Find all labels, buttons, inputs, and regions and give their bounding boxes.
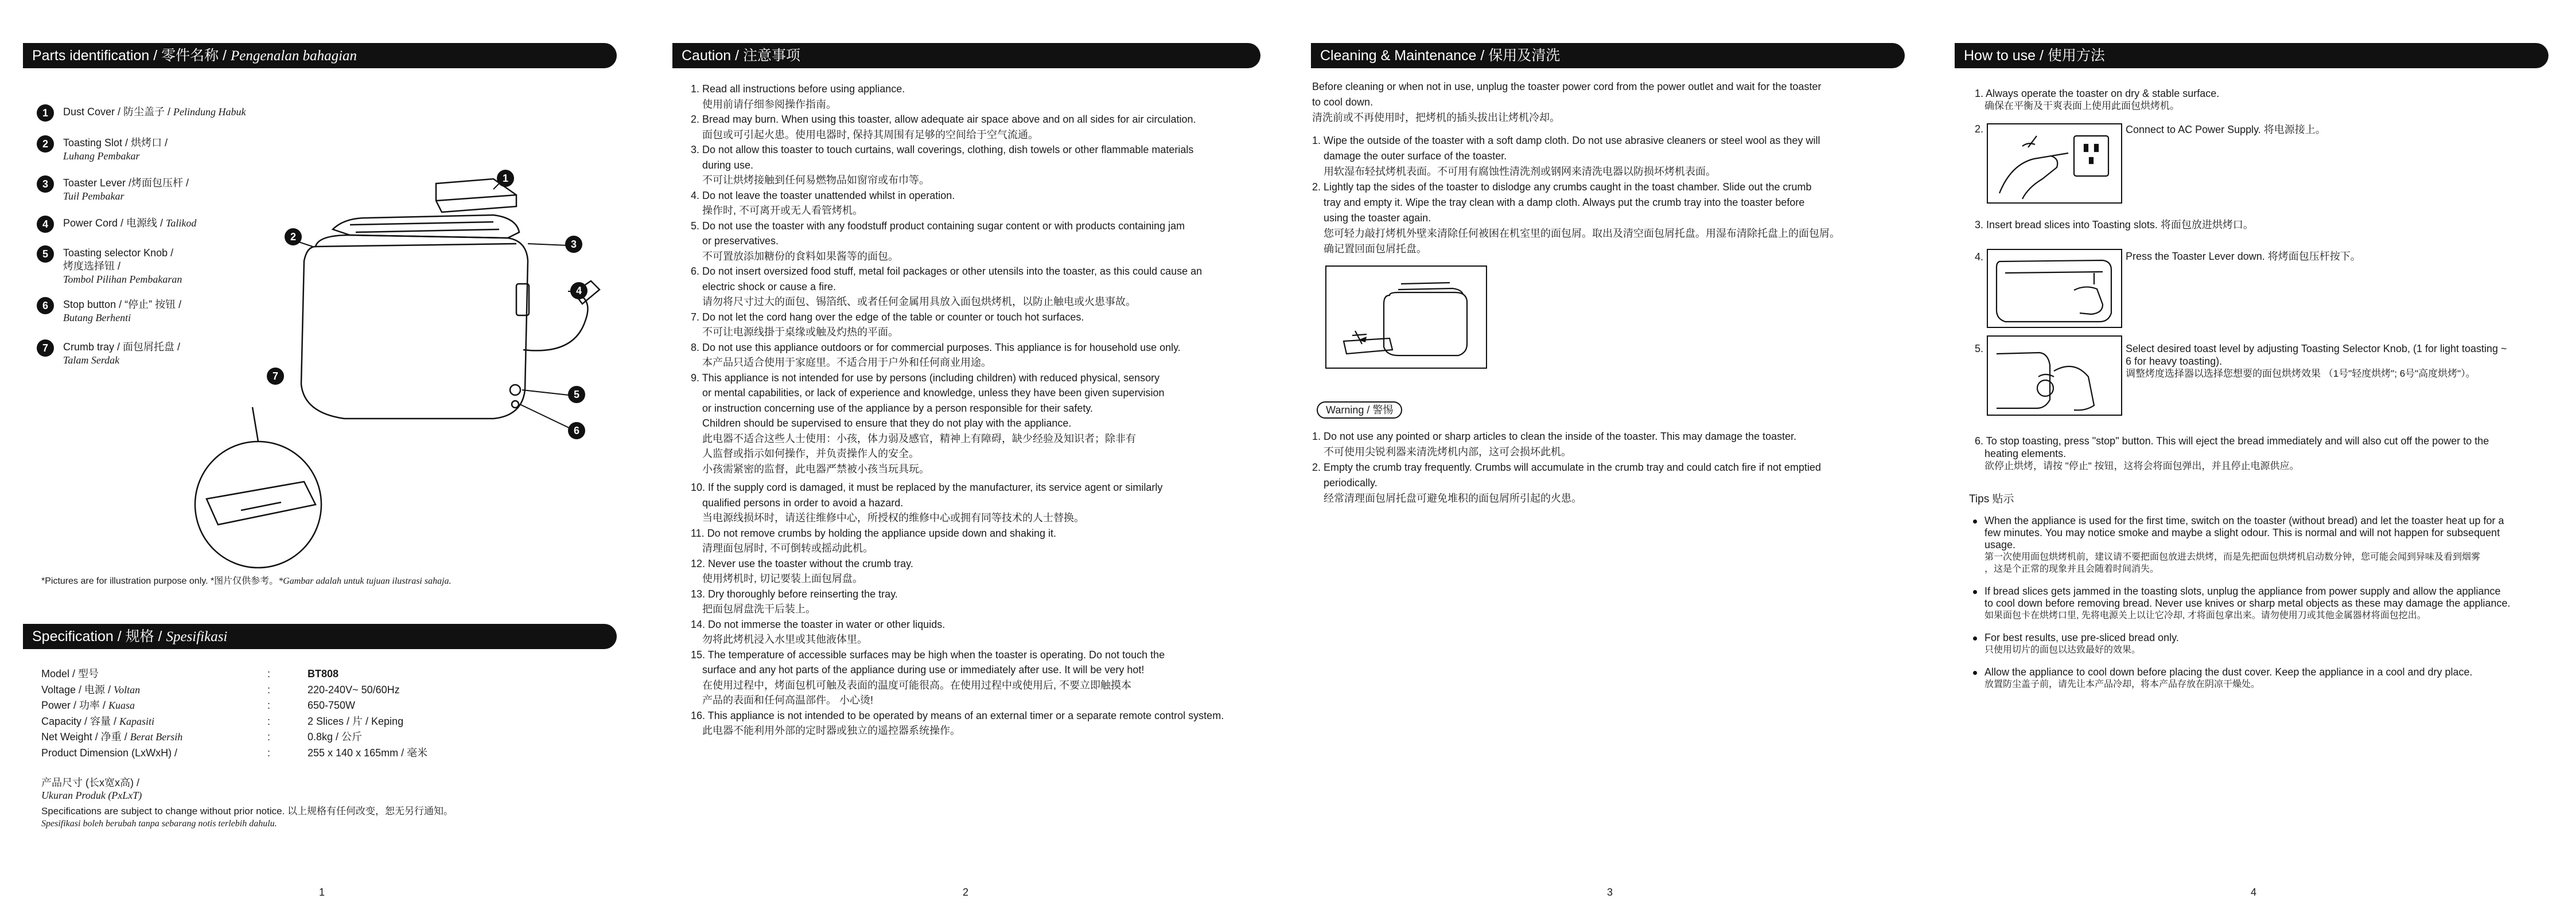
spec-value: 0.8kg / 公斤 [308, 731, 363, 743]
part-item [63, 298, 181, 325]
caution-item [691, 617, 1276, 647]
cleaning-step-line: tray and empty it. Wipe the tray clean with a damp cloth. Always put the crumb tray into the toaster before [1324, 197, 1805, 208]
spec-label-italic: Berat Bersih [130, 731, 183, 743]
step4-number: 4. [1975, 251, 1984, 263]
caution-text: 6. Do not insert oversized food stuff, metal foil packages or other utensils into the toaster, as this could cause an [691, 265, 1203, 277]
spec-colon: : [267, 731, 271, 743]
callout-marker: 4 [570, 282, 587, 299]
caution-text-zh: 把面包屑盘洗干后装上。 [702, 603, 816, 615]
spec-label-italic: Kuasa [108, 700, 135, 711]
part-label-italic: Pelindung Habuk [173, 106, 246, 118]
parts-header-italic: Pengenalan bahagian [230, 48, 357, 64]
spec-label-text: Power / 功率 / [41, 700, 109, 711]
cleaning-intro [1312, 79, 1920, 126]
panel-caution [644, 0, 1287, 910]
part-item [63, 177, 189, 203]
tip-line: 放置防尘盖子前，请先让本产品冷却，将本产品存放在阴凉干燥处。 [1984, 679, 2260, 689]
caution-text: 11. Do not remove crumbs by holding the appliance upside down and shaking it. [691, 527, 1057, 539]
caution-item [691, 142, 1276, 188]
spec-label-italic: Kapasiti [119, 715, 155, 727]
cleaning-step-line: 2. Lightly tap the sides of the toaster to dislodge any crumbs caught in the toast chamber. Slide out the crumb [1312, 181, 1812, 193]
spec-label [41, 667, 99, 680]
spec-label-text: Net Weight / 净重 / [41, 731, 130, 743]
part-label: Dust Cover / 防尘盖子 / [63, 106, 174, 118]
tip-line: to cool down before removing bread. Never use knives or sharp metal objects as these may damage the appliance. [1984, 597, 2511, 609]
caution-text-zh: 面包或可引起火患。使用电器时, 保持其周围有足够的空间给于空气流通。 [702, 128, 1038, 140]
warning-item [1312, 429, 1920, 460]
tip-line: 如果面包卡在烘烤口里, 先将电源关上以让它冷却, 才将面包拿出来。请勿使用刀或其他金属器材将面包挖出。 [1984, 611, 2426, 620]
step5-text-2: 6 for heavy toasting). [2126, 356, 2223, 367]
spec-colon: : [267, 668, 271, 679]
spec-label-text: Product Dimension (LxWxH) / [41, 747, 178, 759]
part-label-line2: 烤度选择钮 / [63, 260, 121, 272]
caution-text-zh: 产品的表面和任何高温部件。 小心烫! [702, 694, 874, 706]
tip-item [1973, 515, 2570, 575]
spec-note-italic: Spesifikasi boleh berubah tanpa sebarang notis terlebih dahulu. [41, 819, 277, 829]
caution-text-zh: 在使用过程中，烤面包机可触及表面的温度可能很高。在使用过程中或使用后, 不要立即触摸本 [702, 679, 1131, 691]
cleaning-intro-line: to cool down. [1312, 96, 1373, 108]
step6-text: 6. To stop toasting, press "stop" button. This will eject the bread immediately and will also cut off the power to the [1975, 435, 2489, 447]
caution-item [691, 188, 1276, 218]
cleaning-step [1312, 133, 1920, 179]
cleaning-intro-line: Before cleaning or when not in use, unplug the toaster power cord from the power outlet and wait for the toaster [1312, 81, 1822, 92]
spec-colon: : [267, 715, 271, 727]
bullet-icon [1973, 636, 1977, 640]
part-item [63, 136, 168, 163]
spec-label-text: Capacity / 容量 / [41, 715, 120, 727]
caution-text-zh: 清理面包屑时, 不可倒转或摇动此机。 [702, 542, 874, 554]
caution-text-zh: 小孩需紧密的监督，此电器严禁被小孩当玩具玩。 [702, 463, 929, 475]
howto-header-text: How to use / 使用方法 [1964, 48, 2105, 64]
caution-text-cont: Children should be supervised to ensure that they do not play with the appliance. [702, 417, 1072, 429]
spec-label [41, 699, 135, 712]
caution-item [691, 81, 1276, 112]
caution-item [691, 480, 1276, 526]
caution-item [691, 264, 1276, 310]
spec-label-text: Voltage / 电源 / [41, 684, 114, 696]
step4-illustration [1987, 249, 2122, 328]
page-number: 2 [963, 886, 969, 898]
page-number: 3 [1607, 886, 1613, 898]
caution-text-zh: 不可让烘烤接触到任何易燃物品如窗帘或布巾等。 [702, 174, 929, 186]
bullet-icon [1973, 590, 1977, 594]
warning-line: 1. Do not use any pointed or sharp articles to clean the inside of the toaster. This may damage the toaster. [1312, 431, 1797, 442]
spec-value: 220-240V~ 50/60Hz [308, 684, 400, 696]
part-label: Power Cord / 电源线 / [63, 217, 166, 229]
caution-text: 8. Do not use this appliance outdoors or for commercial purposes. This appliance is for household use only. [691, 341, 1181, 353]
caution-text: 1. Read all instructions before using appliance. [691, 83, 905, 95]
caution-item [691, 587, 1276, 617]
caution-text-zh: 此电器不适合这些人士使用：小孩，体力弱及感官，精神上有障碍，缺少经验及知识者；除非有 [702, 432, 1136, 444]
caution-text: 5. Do not use the toaster with any foodstuff product containing sugar content or with products containing jam [691, 220, 1185, 232]
tip-line: few minutes. You may notice smoke and maybe a slight odour. This is normal and will not happen for subsequent [1984, 527, 2500, 538]
cleaning-step [1312, 179, 1920, 257]
cleaning-intro-line: 清洗前或不再使用时，把烤机的插头拔出让烤机冷却。 [1312, 112, 1560, 123]
caution-text-zh: 本产品只适合使用于家庭里。不适合用于户外和任何商业用途。 [702, 357, 991, 368]
spec-value: 650-750W [308, 700, 356, 711]
caution-text: 10. If the supply cord is damaged, it must be replaced by the manufacturer, its service agent or similarly [691, 482, 1163, 493]
part-label: Toaster Lever /烤面包压杆 / [63, 177, 189, 189]
tip-line: When the appliance is used for the first time, switch on the toaster (without bread) and let the toaster heat up for a [1984, 515, 2504, 526]
caution-text: 2. Bread may burn. When using this toaster, allow adequate air space above and on all sides for air circulation. [691, 114, 1196, 125]
caution-item [691, 340, 1276, 370]
caution-header-text: Caution / 注意事项 [682, 48, 801, 64]
callout-marker: 7 [267, 368, 284, 385]
caution-text-zh: 当电源线损坏时，请送往维修中心，所授权的维修中心或拥有同等技术的人士替换。 [702, 512, 1084, 524]
caution-text-cont: or preservatives. [702, 235, 779, 247]
tip-item [1973, 585, 2570, 622]
lever-drawing [1988, 250, 2121, 327]
caution-text: 12. Never use the toaster without the crumb tray. [691, 557, 913, 569]
spec-dimension-line3: Ukuran Produk (PxLxT) [41, 790, 142, 801]
knob-drawing [1988, 337, 2121, 415]
part-label-line2: Butang Berhenti [63, 312, 131, 323]
panel-how-to-use [1932, 0, 2575, 910]
tip-item [1973, 666, 2570, 690]
spec-colon: : [267, 700, 271, 711]
caution-text-zh: 不可置放添加糖份的食料如果酱等的面包。 [702, 250, 898, 262]
parts-header-text: Parts identification / 零件名称 / [32, 48, 231, 64]
tip-line: usage. [1984, 539, 2016, 550]
warning-line: 2. Empty the crumb tray frequently. Crumbs will accumulate in the crumb tray and could catch fire if not emptied [1312, 462, 1822, 473]
crumb-tray-illustration [1325, 265, 1487, 369]
part-label: Crumb tray / 面包屑托盘 / [63, 341, 181, 353]
part-number-badge: 4 [37, 216, 54, 233]
panel-parts-identification [0, 0, 644, 910]
cleaning-step-line: 用软湿布轻拭烤机表面。不可用有腐蚀性清洗剂或钢网来清洗电器以防损坏烤机表面。 [1324, 166, 1716, 177]
part-label: Stop button / “停止” 按钮 / [63, 299, 182, 310]
caution-item [691, 708, 1276, 739]
step5-text-zh: 调整烤度选择器以选择您想要的面包烘烤效果 （1号"轻度烘烤"; 6号"高度烘烤"）。 [2126, 368, 2476, 379]
callout-marker: 2 [285, 228, 302, 245]
caution-text: 4. Do not leave the toaster unattended whilst in operation. [691, 189, 955, 201]
spec-label [41, 715, 154, 728]
tip-line: Allow the appliance to cool down before placing the dust cover. Keep the appliance in a cool and dry place. [1984, 666, 2473, 678]
spec-value: 255 x 140 x 165mm / 毫米 [308, 747, 428, 759]
caution-text-cont: electric shock or cause a fire. [702, 280, 836, 292]
part-number-badge: 3 [37, 175, 54, 193]
warning-list [1312, 429, 1920, 506]
spec-dimension-line2: 产品尺寸 (长x宽x高) / [41, 777, 139, 788]
part-label-line2: Tuil Pembakar [63, 190, 124, 202]
part-label-line2: Luhang Pembakar [63, 150, 140, 162]
step2-text: Connect to AC Power Supply. 将电源接上。 [2126, 124, 2326, 135]
caution-item [691, 370, 1276, 477]
cleaning-header-bar [1311, 43, 1905, 68]
caution-text-zh: 请勿将尺寸过大的面包、锡箔纸、或者任何金属用具放入面包烘烤机，以防止触电或火患事故。 [702, 296, 1136, 307]
parts-header-bar [23, 43, 617, 68]
tip-line: If bread slices gets jammed in the toasting slots, unplug the appliance from power supply and allow the appliance [1984, 585, 2501, 597]
tip-line: ，这是个正常的现象并且会随着时间消失。 [1984, 564, 2159, 574]
warning-line: periodically. [1324, 477, 1378, 489]
callout-marker: 3 [565, 236, 582, 253]
step4-text: Press the Toaster Lever down. 将烤面包压杆按下。 [2126, 251, 2361, 262]
spec-label-text: Model / 型号 [41, 668, 99, 679]
spec-header-text: Specification / 规格 / [32, 628, 166, 645]
caution-text-zh: 使用烤机时, 切记要装上面包屑盘。 [702, 573, 863, 584]
spec-label [41, 731, 182, 743]
caution-item [691, 112, 1276, 142]
part-label-italic: Talikod [166, 217, 197, 229]
panel-cleaning [1288, 0, 1932, 910]
warning-line: 不可使用尖锐利器来清洗烤机内部，这可会损坏此机。 [1324, 446, 1571, 458]
caution-text: 14. Do not immerse the toaster in water or other liquids. [691, 618, 945, 630]
caution-text-zh: 操作时, 不可离开或无人看管烤机。 [702, 205, 863, 216]
cleaning-step-line: 您可轻力敲打烤机外壁来清除任何被困在机室里的面包屑。取出及清空面包屑托盘。用湿布清除托盘上的面包屑。 [1324, 228, 1840, 239]
spec-label [41, 747, 177, 759]
callout-marker: 6 [568, 422, 585, 439]
caution-text-zh: 使用前请仔细参阅操作指南。 [702, 98, 836, 110]
tips-list [1973, 515, 2570, 701]
caution-item [691, 556, 1276, 587]
cleaning-steps [1312, 133, 1920, 257]
caution-text: 9. This appliance is not intended for use by persons (including children) with reduced physical, sensory [691, 372, 1160, 384]
tips-label: Tips 贴示 [1969, 493, 2014, 505]
part-label: Toasting selector Knob / [63, 247, 174, 259]
spec-header-italic: Spesifikasi [166, 629, 228, 645]
caution-item [691, 310, 1276, 340]
plug-drawing [1988, 124, 2121, 202]
spec-value: 2 Slices / 片 / Keping [308, 715, 404, 727]
caution-text: 13. Dry thoroughly before reinserting the tray. [691, 588, 898, 600]
caution-text-zh: 不可让电源线掛于桌缘或触及灼热的平面。 [702, 326, 898, 338]
part-item [63, 106, 246, 119]
caution-text: 3. Do not allow this toaster to touch curtains, wall coverings, clothing, dish towels or other flammable materials [691, 144, 1194, 155]
part-item [63, 341, 180, 367]
callout-marker: 5 [568, 386, 585, 403]
step5-number: 5. [1975, 343, 1984, 354]
warning-item [1312, 460, 1920, 506]
tip-line: For best results, use pre-sliced bread only. [1984, 632, 2179, 643]
caution-text: 7. Do not let the cord hang over the edge of the table or counter or touch hot surfaces. [691, 311, 1084, 323]
disclaimer-text: *Pictures are for illustration purpose only. *图片仅供参考。 [41, 576, 279, 586]
howto-header-bar [1955, 43, 2548, 68]
part-item [63, 247, 182, 286]
cleaning-header-text: Cleaning & Maintenance / 保用及清洗 [1320, 48, 1561, 64]
caution-text-cont: during use. [702, 159, 754, 171]
toaster-illustration [172, 161, 608, 573]
spec-value: BT808 [308, 668, 339, 679]
step6-text-zh: 欲停止烘烤，请按 "停止" 按钮，这将会将面包弹出，并且停止电源供应。 [1984, 460, 2299, 471]
tip-line: 第一次使用面包烘烤机前，建议请不要把面包放进去烘烤，而是先把面包烘烤机启动数分钟，您可能会闻到异味及看到烟雾 [1984, 552, 2481, 562]
bullet-icon [1973, 520, 1977, 524]
caution-text-zh: 人监督或指示如何操作，并负责操作人的安全。 [702, 448, 919, 459]
step2-illustration [1987, 123, 2122, 204]
cleaning-step-line: 1. Wipe the outside of the toaster with a soft damp cloth. Do not use abrasive cleaners or steel wool as they will [1312, 135, 1820, 146]
spec-colon: : [267, 747, 271, 759]
caution-list [691, 81, 1276, 739]
step2-number: 2. [1975, 123, 1984, 135]
part-number-badge: 5 [37, 245, 54, 263]
caution-text: 16. This appliance is not intended to be operated by means of an external timer or a separate remote control system. [691, 709, 1224, 721]
cleaning-step-line: using the toaster again. [1324, 212, 1431, 224]
caution-text: 15. The temperature of accessible surfaces may be high when the toaster is operating. Do not touch the [691, 649, 1165, 661]
spec-label [41, 684, 140, 696]
step5-illustration [1987, 335, 2122, 416]
bullet-icon [1973, 671, 1977, 675]
tip-item [1973, 632, 2570, 656]
caution-item [691, 526, 1276, 556]
caution-item [691, 647, 1276, 708]
spec-colon: : [267, 684, 271, 696]
part-number-badge: 2 [37, 135, 54, 153]
part-label-line2: Talam Serdak [63, 354, 120, 366]
step3-text: 3. Insert bread slices into Toasting slots. 将面包放进烘烤口。 [1975, 219, 2254, 231]
warning-label: Warning / 警惕 [1317, 401, 1402, 419]
page-number: 4 [2251, 886, 2257, 898]
cleaning-step-line: 确记置回面包屑托盘。 [1324, 243, 1427, 255]
part-number-badge: 1 [37, 104, 54, 122]
illustration-disclaimer [41, 573, 452, 589]
caution-item [691, 218, 1276, 264]
tip-line: 只使用切片的面包以达致最好的效果。 [1984, 645, 2141, 655]
caution-text-zh: 勿将此烤机浸入水里或其他液体里。 [702, 634, 867, 645]
caution-text-cont: qualified persons in order to avoid a hazard. [702, 497, 904, 509]
spec-label-italic: Voltan [114, 684, 141, 696]
part-label: Toasting Slot / 烘烤口 / [63, 137, 168, 149]
disclaimer-italic: *Gambar adalah untuk tujuan ilustrasi sahaja. [278, 576, 452, 586]
spec-header-bar [23, 624, 617, 649]
spec-note: Specifications are subject to change without prior notice. 以上规格有任何改变，恕无另行通知。 [41, 806, 454, 817]
caution-text-cont: or instruction concerning use of the appliance by a person responsible for their safety. [702, 402, 1094, 414]
caution-header-bar [672, 43, 1260, 68]
step1-text: 1. Always operate the toaster on dry & stable surface. [1975, 88, 2220, 99]
part-label-line3: Tombol Pilihan Pembakaran [63, 274, 182, 285]
part-number-badge: 7 [37, 339, 54, 357]
cleaning-step-line: damage the outer surface of the toaster. [1324, 150, 1507, 162]
page-number: 1 [319, 886, 325, 898]
warning-line: 经常清理面包屑托盘可避免堆积的面包屑所引起的火患。 [1324, 493, 1582, 504]
step6-text-2: heating elements. [1984, 448, 2067, 459]
caution-text-cont: or mental capabilities, or lack of experience and knowledge, unless they have been given supervision [702, 387, 1165, 399]
crumb-tray-drawing [1326, 267, 1486, 368]
caution-text-zh: 此电器不能利用外部的定时器或独立的遥控器系统操作。 [702, 725, 960, 736]
caution-text-cont: surface and any hot parts of the appliance during use or immediately after use. It will be very hot! [702, 664, 1145, 675]
callout-marker: 1 [497, 170, 514, 187]
step1-text-zh: 确保在平衡及干爽表面上使用此面包烘烤机。 [1984, 100, 2180, 111]
step5-text: Select desired toast level by adjusting Toasting Selector Knob, (1 for light toasting ~ [2126, 343, 2507, 354]
part-number-badge: 6 [37, 297, 54, 314]
